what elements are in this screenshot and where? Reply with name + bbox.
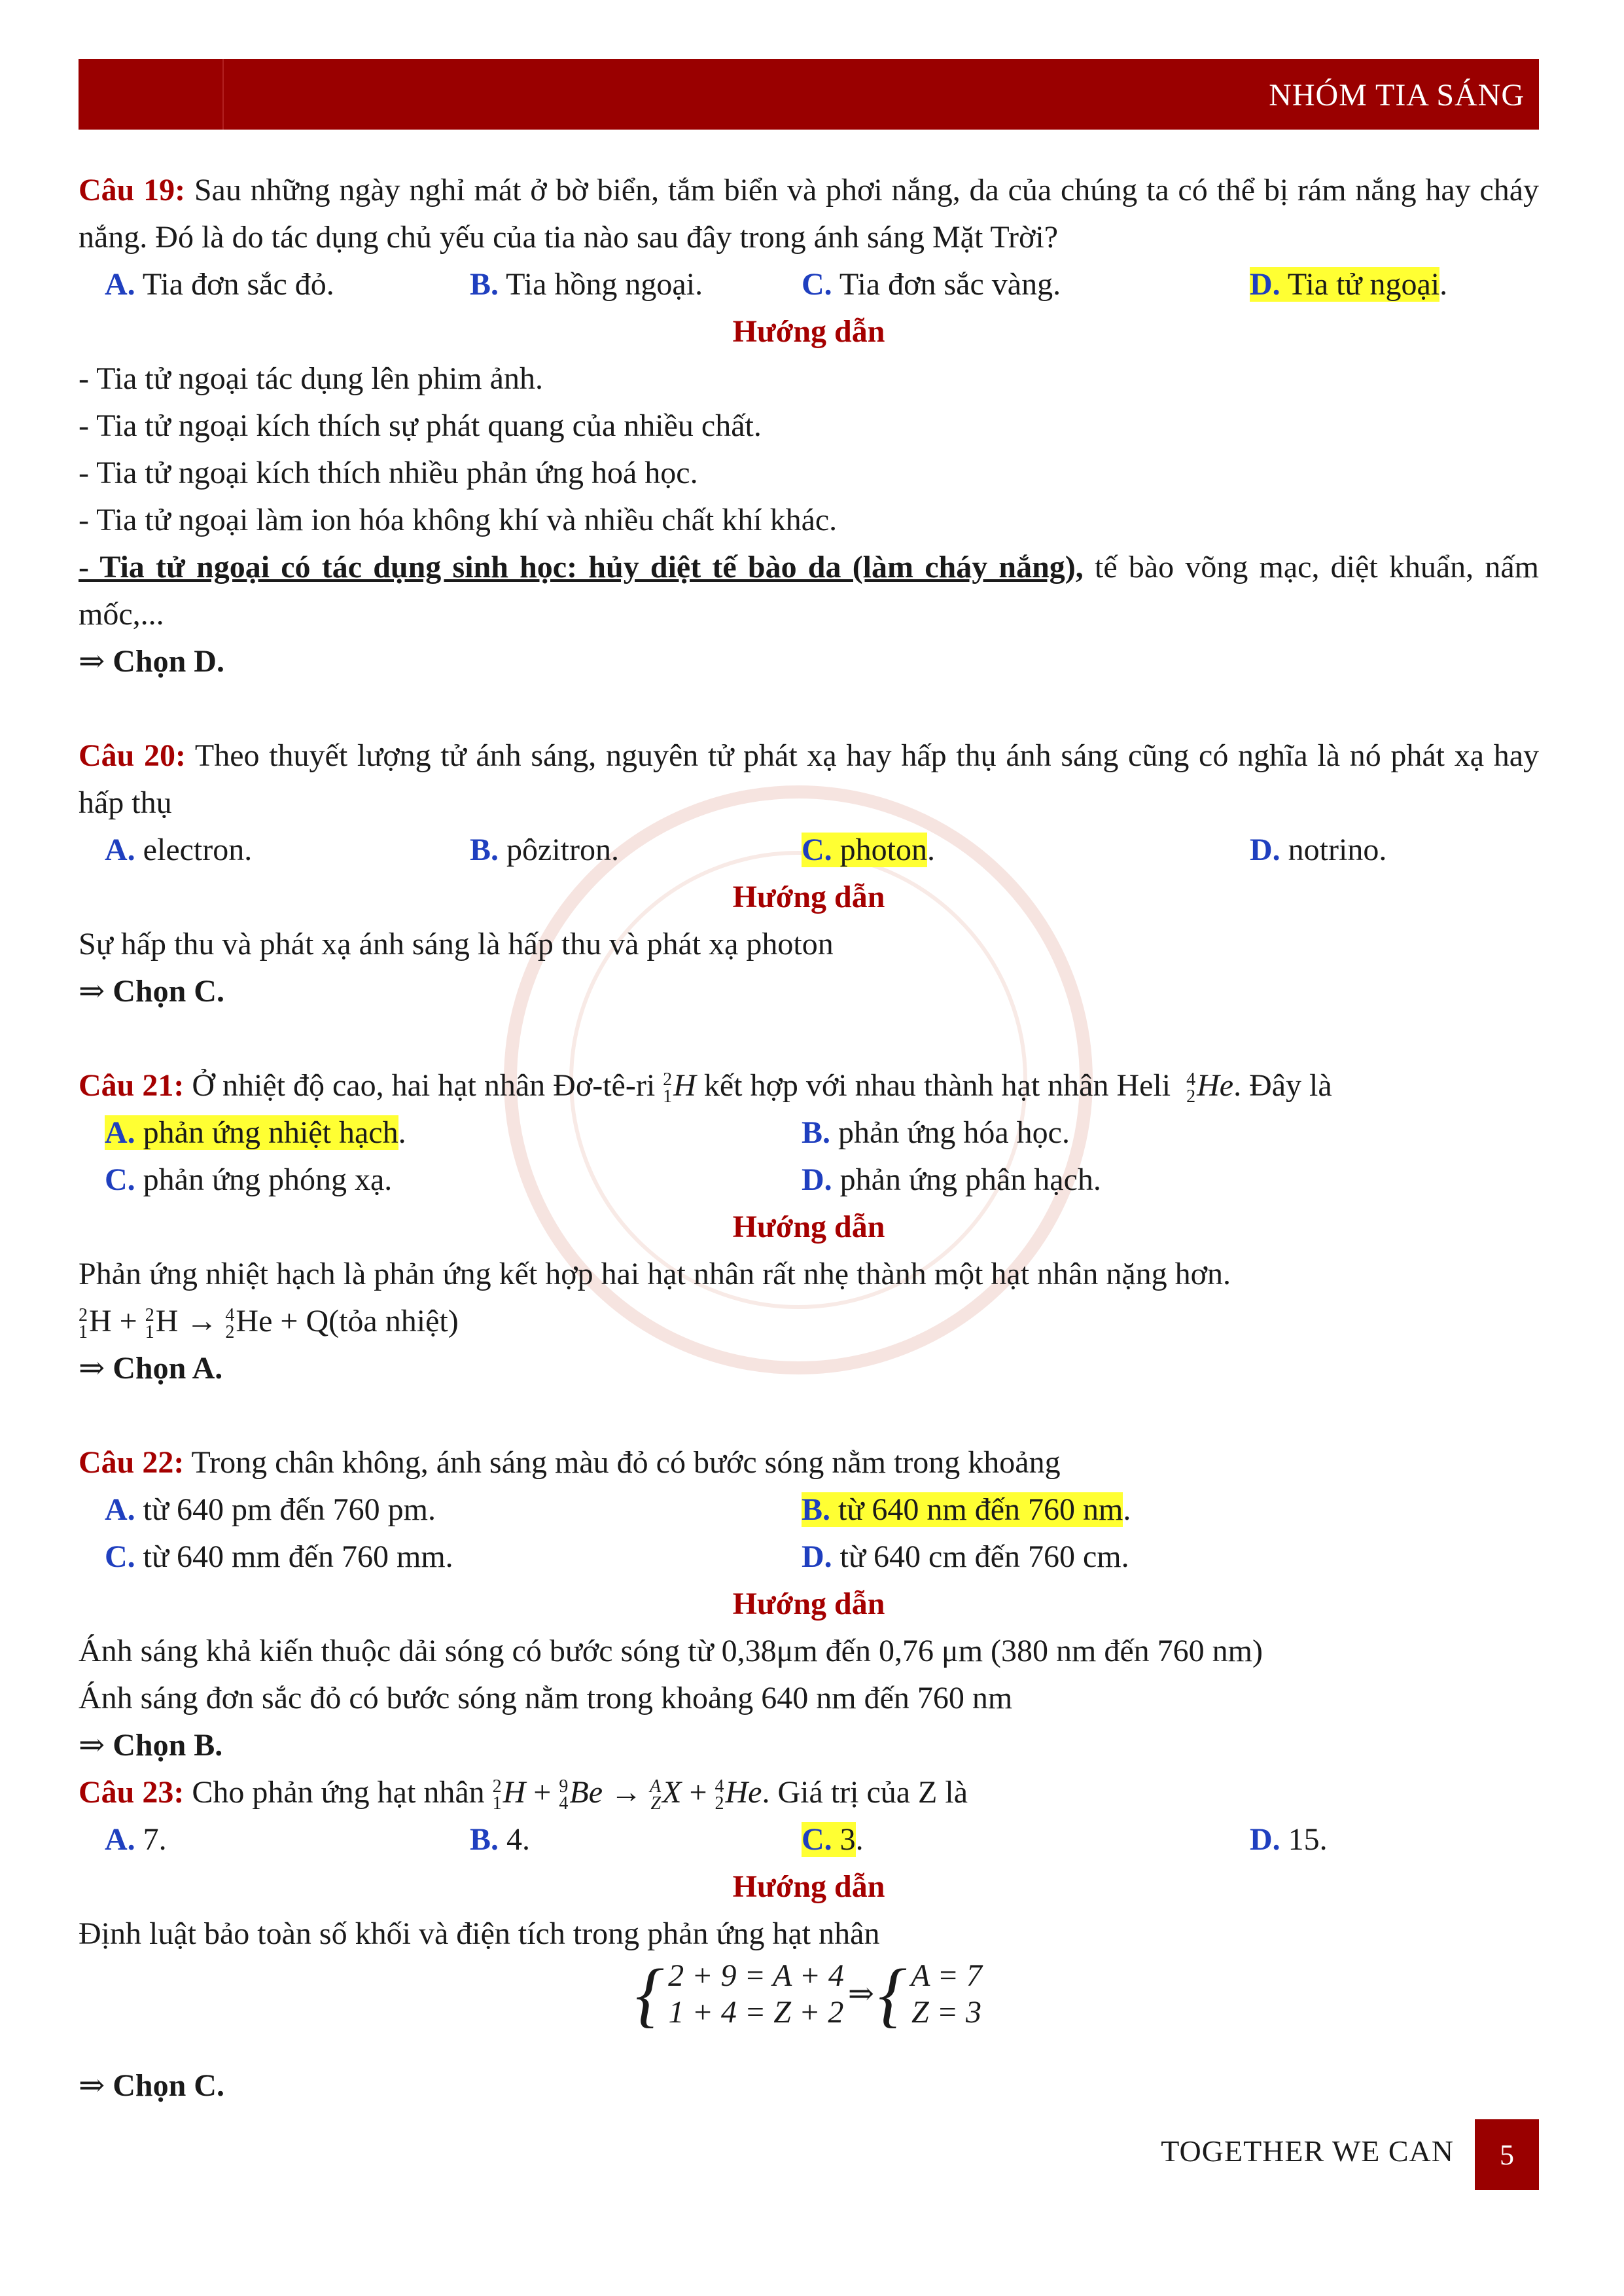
- question-text: Theo thuyết lượng tử ánh sáng, nguyên tử phát xạ hay hấp thụ ánh sáng cũng có nghĩa là nó phát xạ hay hấp thụ: [79, 738, 1540, 820]
- question-label: Câu 22:: [79, 1445, 185, 1480]
- option-c: C. photon.: [802, 833, 936, 867]
- question-text: Trong chân không, ánh sáng màu đỏ có bước sóng nằm trong khoảng: [191, 1445, 1061, 1480]
- options-row: [79, 1109, 1539, 1157]
- guide-heading: Hướng dẫn: [732, 1210, 885, 1244]
- question-text: Sau những ngày nghỉ mát ở bờ biển, tắm biển và phơi nắng, da của chúng ta có thể bị rám nắng hay cháy nắng. Đó là do tác dụng chủ yếu của tia nào sau đây trong ánh sáng Mặt Trời?: [79, 173, 1540, 255]
- explanation-line: - Tia tử ngoại kích thích nhiều phản ứng hoá học.: [79, 456, 698, 490]
- answer-line: ⇒ Chọn A.: [79, 1351, 223, 1386]
- question-label: Câu 21:: [79, 1068, 185, 1103]
- explanation-line: Sự hấp thu và phát xạ ánh sáng là hấp thu và phát xạ photon: [79, 927, 834, 961]
- option-a: A. Tia đơn sắc đỏ.: [105, 267, 334, 302]
- footer-slogan: TOGETHER WE CAN: [1161, 2134, 1454, 2168]
- answer-line: ⇒ Chọn C.: [79, 974, 224, 1009]
- question-20: [79, 732, 1539, 1015]
- option-b: B. Tia hồng ngoại.: [470, 267, 703, 302]
- question-23: Câu 23: Cho phản ứng hạt nhân 2 1 H + 9 4 Be → A Z X + 4 2 He. Giá trị của Z là A. 7. B. 4. C. 3. D. 15. Hướng dẫn Định luật bảo toàn số khối và điện tích trong phản ứng hạt nhân { 2 + 9 = A + 4 1 + 4 = Z + 2 ⇒ { A = 7 Z = 3 ⇒ Chọn C.: [79, 1769, 1539, 2109]
- option-d: D. từ 640 cm đến 760 cm.: [802, 1539, 1129, 1574]
- question-label: Câu 19:: [79, 173, 186, 207]
- options-row: [79, 1157, 1539, 1204]
- options-row: [79, 1816, 1539, 1863]
- option-a: A. từ 640 pm đến 760 pm.: [105, 1492, 436, 1527]
- option-b: B. 4.: [470, 1822, 531, 1857]
- header-title: NHÓM TIA SÁNG: [1269, 78, 1525, 113]
- option-c: C. Tia đơn sắc vàng.: [802, 267, 1061, 302]
- option-d: D. notrino.: [1250, 833, 1387, 867]
- option-c: C. từ 640 mm đến 760 mm.: [105, 1539, 453, 1574]
- option-b: B. từ 640 nm đến 760 nm.: [802, 1492, 1131, 1527]
- answer-line: ⇒ Chọn B.: [79, 1728, 223, 1763]
- guide-heading: Hướng dẫn: [732, 1587, 885, 1621]
- explanation-line: Định luật bảo toàn số khối và điện tích trong phản ứng hạt nhân: [79, 1916, 880, 1951]
- options-row: [79, 1534, 1539, 1581]
- question-22: [79, 1439, 1539, 1769]
- question-label: Câu 20:: [79, 738, 186, 773]
- explanation-line: - Tia tử ngoại kích thích sự phát quang của nhiều chất.: [79, 408, 762, 443]
- guide-heading: Hướng dẫn: [732, 314, 885, 349]
- explanation-line: Phản ứng nhiệt hạch là phản ứng kết hợp hai hạt nhân rất nhẹ thành một hạt nhân nặng hơn.: [79, 1257, 1231, 1291]
- page-number: 5: [1475, 2119, 1539, 2190]
- option-b: B. pôzitron.: [470, 833, 619, 867]
- guide-heading: Hướng dẫn: [732, 880, 885, 914]
- option-b: B. phản ứng hóa học.: [802, 1115, 1070, 1150]
- explanation-line: - Tia tử ngoại làm ion hóa không khí và nhiều chất khí khác.: [79, 503, 838, 537]
- options-row: [79, 1486, 1539, 1534]
- answer-line: ⇒ Chọn D.: [79, 644, 224, 679]
- page-content: [79, 167, 1539, 2109]
- option-c: C. phản ứng phóng xạ.: [105, 1162, 393, 1197]
- options-row: [79, 827, 1539, 874]
- options-row: [79, 261, 1539, 308]
- option-d: D. phản ứng phân hạch.: [802, 1162, 1101, 1197]
- guide-heading: Hướng dẫn: [732, 1869, 885, 1904]
- option-d: D. Tia tử ngoại.: [1250, 267, 1448, 302]
- question-19: [79, 167, 1539, 685]
- option-a: A. phản ứng nhiệt hạch.: [105, 1115, 406, 1150]
- explanation-line: - Tia tử ngoại tác dụng lên phim ảnh.: [79, 361, 543, 396]
- option-a: A. electron.: [105, 833, 253, 867]
- option-a: A. 7.: [105, 1822, 167, 1857]
- question-21: Câu 21: Ở nhiệt độ cao, hai hạt nhân Đơ-tê-ri 2 1 H kết hợp với nhau thành hạt nhân Heli 4 2 He. Đây là A. phản ứng nhiệt hạch. B. phản ứng hóa học. C. phản ứng phóng xạ. D. phản ứng phân hạch. Hướng dẫn Phản ứng nhiệt hạch là phản ứng kết hợp hai hạt nhân rất nhẹ thành một hạt nhân nặng hơn. 2 1 H + 2 1 H → 4 2 He + Q(tỏa nhiệt) ⇒ Chọn A.: [79, 1062, 1539, 1392]
- reaction-equation: 2 1 H + 2 1 H → 4 2 He + Q(tỏa nhiệt): [79, 1304, 459, 1342]
- equation-system: { 2 + 9 = A + 4 1 + 4 = Z + 2 ⇒ { A = 7 Z = 3: [635, 1954, 982, 2034]
- option-d: D. 15.: [1250, 1822, 1328, 1857]
- header-divider: [222, 59, 224, 130]
- explanation-line: - Tia tử ngoại có tác dụng sinh học: hủy diệt tế bào da (làm cháy nắng), tế bào võng mạc, diệt khuẩn, nấm mốc,...: [79, 550, 1540, 632]
- explanation-line: Ánh sáng khả kiến thuộc dải sóng có bước sóng từ 0,38μm đến 0,76 μm (380 nm đến 760 nm): [79, 1634, 1263, 1668]
- answer-line: ⇒ Chọn C.: [79, 2068, 224, 2103]
- question-label: Câu 23:: [79, 1775, 185, 1810]
- explanation-line: Ánh sáng đơn sắc đỏ có bước sóng nằm trong khoảng 640 nm đến 760 nm: [79, 1681, 1013, 1715]
- option-c: C. 3.: [802, 1822, 864, 1857]
